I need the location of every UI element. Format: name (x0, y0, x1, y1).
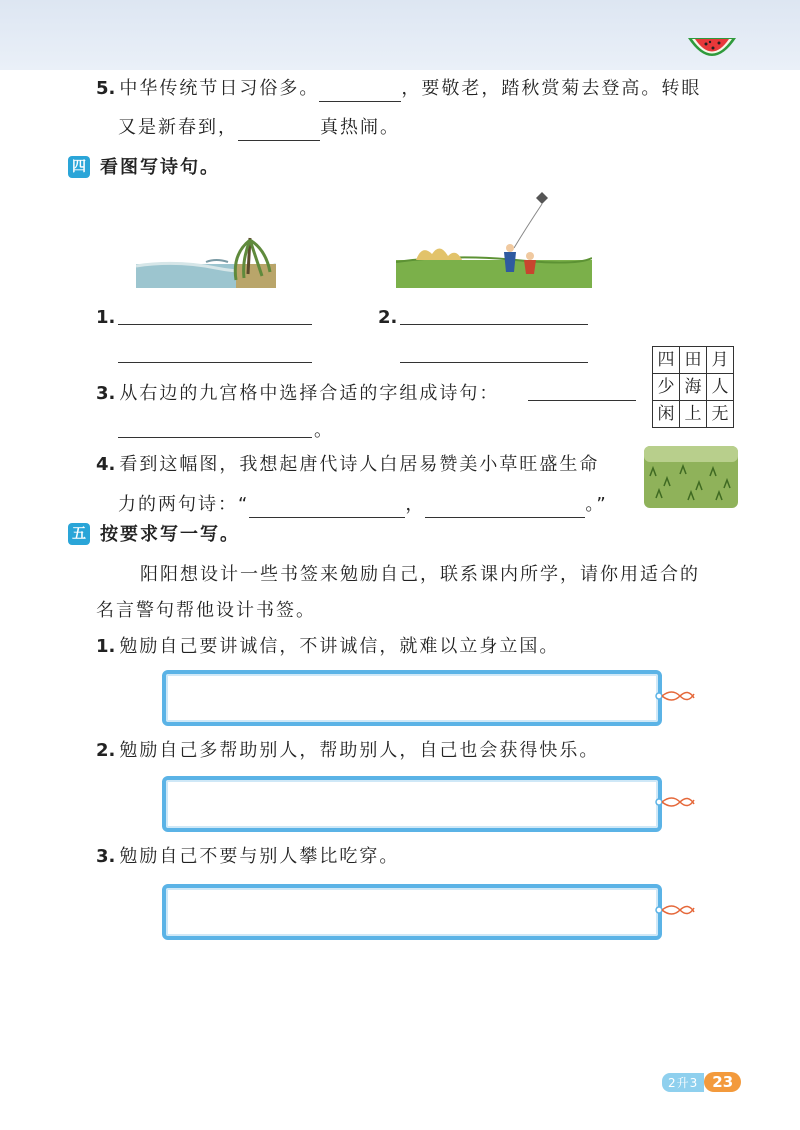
s5-intro-line1: 阳阳想设计一些书签来勉励自己，联系课内所学，请你用适合的 (140, 564, 700, 585)
s4-item3-text: 从右边的九宫格中选择合适的字组成诗句： (119, 383, 500, 404)
grid-cell: 四 (653, 347, 680, 374)
bookmark-tassel-icon (654, 898, 698, 922)
bookmark-tassel-icon (654, 684, 698, 708)
q5-text-b: ，要敬老，踏秋赏菊去登高。转眼 (401, 78, 702, 99)
q5-text-c: 又是新春到， (118, 117, 238, 138)
grid-cell: 少 (653, 374, 680, 401)
s4-item2-blank-2[interactable] (400, 362, 588, 363)
q5-number: 5. (96, 78, 116, 99)
s5-item3-number: 3. (96, 846, 116, 867)
q5-text-d: 真热闹。 (320, 117, 400, 138)
grid-cell: 闲 (653, 401, 680, 428)
s4-item4-blank-2[interactable] (425, 497, 585, 518)
s5-item3 (96, 844, 399, 870)
page-number: 23 (704, 1072, 741, 1092)
section4-icon: 四 (68, 156, 90, 178)
s5-item3-text: 勉励自己不要与别人攀比吃穿。 (119, 846, 400, 867)
s4-item1-number: 1. (96, 307, 116, 328)
s4-item4-blank-1[interactable] (249, 497, 405, 518)
s4-item4-number: 4. (96, 454, 116, 475)
grade-label: 2升3 (662, 1073, 704, 1092)
kite-children-picture (396, 188, 592, 288)
s4-item2-number: 2. (378, 307, 398, 328)
s4-item1-blank-2[interactable] (118, 362, 312, 363)
s4-item4-text-b: 力的两句诗：“ (118, 494, 250, 515)
s5-item2-text: 勉励自己多帮助别人，帮助别人，自己也会获得快乐。 (119, 740, 600, 761)
s4-item4-end: 。” (585, 494, 608, 515)
nine-grid (652, 346, 734, 428)
s5-intro-line2: 名言警句帮他设计书签。 (96, 600, 316, 621)
grassland-picture (644, 446, 738, 508)
s5-item2-number: 2. (96, 740, 116, 761)
bookmark-input-1[interactable] (162, 670, 662, 726)
section4-heading (68, 155, 220, 181)
s4-item4-text-a: 看到这幅图，我想起唐代诗人白居易赞美小草旺盛生命 (119, 454, 600, 475)
s4-item4-line1 (96, 452, 599, 478)
q5-blank-2[interactable] (238, 120, 320, 141)
s4-item4-comma: ， (405, 494, 426, 515)
watermelon-icon (686, 34, 738, 64)
q5-text-a: 中华传统节日习俗多。 (119, 78, 320, 99)
s5-item1-number: 1. (96, 636, 116, 657)
section5-icon: 五 (68, 523, 90, 545)
bookmark-input-3[interactable] (162, 884, 662, 940)
grid-cell: 人 (707, 374, 734, 401)
s4-item2 (378, 305, 401, 331)
q5-line1 (96, 76, 701, 102)
bookmark-tassel-icon (654, 790, 698, 814)
bookmark-input-2[interactable] (162, 776, 662, 832)
s5-item1 (96, 634, 559, 660)
grid-cell: 无 (707, 401, 734, 428)
s5-item1-text: 勉励自己要讲诚信，不讲诚信，就难以立身立国。 (119, 636, 560, 657)
grid-cell: 上 (680, 401, 707, 428)
grid-cell: 田 (680, 347, 707, 374)
q5-line2 (118, 115, 400, 141)
s4-item3-number: 3. (96, 383, 116, 404)
s4-item3-blank-1[interactable] (528, 400, 636, 401)
s4-item1-blank-1[interactable] (118, 324, 312, 325)
page-footer (662, 1072, 741, 1092)
grid-cell: 海 (680, 374, 707, 401)
section4-title: 看图写诗句。 (100, 157, 220, 178)
s4-item4-line2 (118, 492, 608, 518)
section5-heading (68, 522, 240, 548)
s4-item3 (96, 381, 499, 407)
willow-river-picture (136, 214, 276, 288)
s4-item3-end: 。 (314, 420, 334, 441)
grid-cell: 月 (707, 347, 734, 374)
top-band (0, 0, 800, 70)
s4-item3-blank-2[interactable] (118, 437, 312, 438)
q5-blank-1[interactable] (319, 81, 401, 102)
s4-item1 (96, 305, 119, 331)
s4-item2-blank-1[interactable] (400, 324, 588, 325)
s5-item2 (96, 738, 599, 764)
section5-title: 按要求写一写。 (100, 524, 240, 545)
